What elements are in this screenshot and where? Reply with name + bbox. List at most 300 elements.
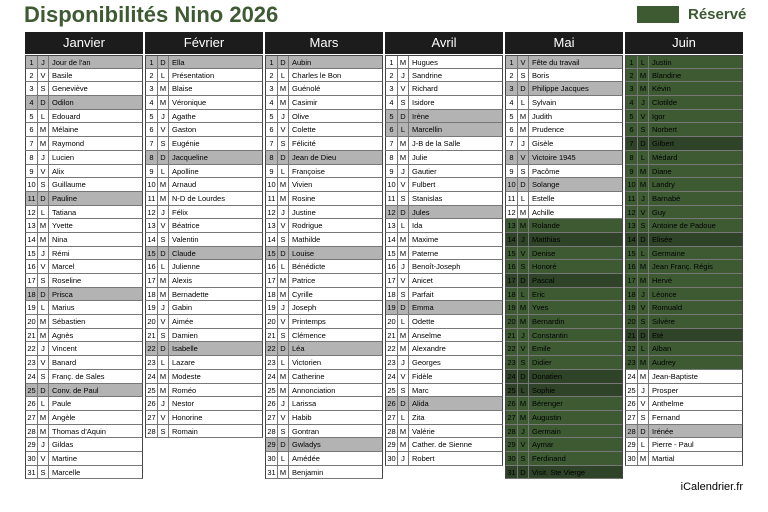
day-row[interactable] [625, 301, 743, 315]
day-row[interactable] [265, 247, 383, 261]
day-row[interactable] [625, 247, 743, 261]
day-row[interactable] [505, 301, 623, 315]
day-row[interactable] [385, 69, 503, 83]
day-row[interactable] [625, 397, 743, 411]
day-row[interactable] [145, 110, 263, 124]
day-row[interactable] [385, 233, 503, 247]
day-row[interactable] [25, 165, 143, 179]
day-row[interactable] [505, 274, 623, 288]
day-row[interactable] [385, 342, 503, 356]
weekday-letter: L [398, 219, 409, 232]
day-row[interactable] [265, 82, 383, 96]
saint-name: Odilon [52, 98, 74, 108]
saint-name: Claude [172, 248, 196, 258]
saint-name: Julienne [172, 262, 200, 272]
day-row[interactable] [145, 274, 263, 288]
day-row[interactable] [505, 55, 623, 69]
day-row[interactable] [25, 219, 143, 233]
day-row[interactable] [625, 288, 743, 302]
day-row[interactable] [25, 151, 143, 165]
day-row[interactable] [265, 178, 383, 192]
saint-name: Mathilde [292, 234, 321, 244]
day-row[interactable] [145, 411, 263, 425]
day-row[interactable] [505, 110, 623, 124]
day-row[interactable] [25, 411, 143, 425]
weekday-letter: S [38, 274, 49, 287]
weekday-letter: S [638, 123, 649, 136]
day-row[interactable] [505, 151, 623, 165]
day-row[interactable] [385, 137, 503, 151]
day-row[interactable] [145, 206, 263, 220]
saint-name: Bernardin [532, 317, 565, 327]
day-row[interactable] [505, 192, 623, 206]
day-number: 21 [146, 329, 158, 342]
day-row[interactable] [145, 247, 263, 261]
weekday-letter: M [518, 110, 529, 123]
saint-name: Lazare [172, 358, 195, 368]
saint-name: Rémi [52, 248, 70, 258]
day-row[interactable] [145, 425, 263, 439]
saint-name: Clotilde [652, 98, 678, 108]
day-row[interactable] [265, 192, 383, 206]
saint-name: Antoine de Padoue [652, 221, 716, 231]
day-row[interactable] [505, 165, 623, 179]
day-row[interactable] [385, 315, 503, 329]
weekday-letter: M [38, 425, 49, 438]
day-row[interactable] [25, 315, 143, 329]
saint-name: Georges [412, 358, 441, 368]
day-row[interactable] [505, 137, 623, 151]
day-row[interactable] [385, 260, 503, 274]
day-row[interactable] [625, 178, 743, 192]
day-row[interactable] [505, 260, 623, 274]
day-row[interactable] [385, 123, 503, 137]
day-row[interactable] [505, 219, 623, 233]
footer-credit: iCalendrier.fr [680, 481, 743, 493]
saint-name: Ida [412, 221, 423, 231]
weekday-letter: M [398, 137, 409, 150]
day-row[interactable] [265, 165, 383, 179]
day-row[interactable] [265, 411, 383, 425]
day-number: 15 [266, 247, 278, 260]
weekday-letter: V [518, 151, 529, 164]
day-row[interactable] [25, 438, 143, 452]
saint-name: Hervé [652, 276, 673, 285]
saint-name: Donatien [532, 371, 563, 381]
day-row[interactable] [505, 356, 623, 370]
day-row[interactable] [625, 356, 743, 370]
saint-name: Landry [652, 180, 675, 190]
day-row[interactable] [145, 233, 263, 247]
saint-name: Marc [412, 385, 429, 395]
day-row[interactable] [145, 151, 263, 165]
month-column [265, 32, 383, 479]
day-number: 11 [266, 192, 278, 205]
day-row[interactable] [265, 233, 383, 247]
day-row[interactable] [25, 301, 143, 315]
day-row[interactable] [625, 123, 743, 137]
day-row[interactable] [625, 165, 743, 179]
day-row[interactable] [625, 233, 743, 247]
day-row[interactable] [265, 110, 383, 124]
day-row[interactable] [145, 260, 263, 274]
day-row[interactable] [625, 411, 743, 425]
day-row[interactable] [25, 137, 143, 151]
saint-name: Justine [292, 207, 316, 217]
day-number: 6 [506, 123, 518, 136]
day-row[interactable] [625, 260, 743, 274]
day-row[interactable] [25, 425, 143, 439]
day-number: 29 [386, 438, 398, 451]
day-row[interactable] [505, 315, 623, 329]
day-number: 17 [266, 274, 278, 287]
day-row[interactable] [145, 69, 263, 83]
day-row[interactable] [505, 329, 623, 343]
day-row[interactable] [505, 206, 623, 220]
day-row[interactable] [625, 110, 743, 124]
saint-name: Habib [292, 412, 312, 422]
day-row[interactable] [265, 274, 383, 288]
day-row[interactable] [505, 384, 623, 398]
day-row[interactable] [505, 411, 623, 425]
day-row[interactable] [625, 55, 743, 69]
day-row[interactable] [25, 342, 143, 356]
day-row[interactable] [625, 82, 743, 96]
day-row[interactable] [505, 178, 623, 192]
weekday-letter: D [158, 342, 169, 355]
day-number: 19 [266, 301, 278, 314]
day-row[interactable] [145, 165, 263, 179]
day-row[interactable] [145, 219, 263, 233]
day-row[interactable] [25, 452, 143, 466]
day-number: 28 [266, 425, 278, 438]
day-row[interactable] [505, 438, 623, 452]
day-row[interactable] [385, 247, 503, 261]
day-row[interactable] [625, 69, 743, 83]
day-number: 3 [146, 82, 158, 95]
month-header: Mars [265, 32, 383, 54]
day-number: 22 [146, 342, 158, 355]
saint-name: Blandine [652, 70, 682, 80]
saint-name: Jean de Dieu [292, 152, 337, 162]
day-number: 1 [146, 56, 158, 68]
day-row[interactable] [505, 233, 623, 247]
weekday-letter: L [518, 384, 529, 397]
day-row[interactable] [265, 370, 383, 384]
saint-name: Printemps [292, 317, 326, 327]
day-row[interactable] [625, 425, 743, 439]
day-row[interactable] [625, 96, 743, 110]
day-row[interactable] [25, 178, 143, 192]
day-row[interactable] [25, 247, 143, 261]
day-row[interactable] [385, 165, 503, 179]
day-row[interactable] [265, 96, 383, 110]
day-row[interactable] [145, 329, 263, 343]
day-row[interactable] [265, 55, 383, 69]
day-row[interactable] [385, 329, 503, 343]
day-row[interactable] [505, 123, 623, 137]
day-row[interactable] [385, 370, 503, 384]
month-days [145, 55, 263, 438]
day-number: 26 [386, 397, 398, 410]
saint-name: Edouard [52, 111, 81, 121]
day-row[interactable] [265, 301, 383, 315]
saint-name: Rolande [532, 221, 560, 231]
day-row[interactable] [265, 315, 383, 329]
day-row[interactable] [265, 260, 383, 274]
day-row[interactable] [505, 247, 623, 261]
saint-name: Norbert [652, 125, 678, 135]
saint-name: Isidore [412, 98, 435, 108]
saint-name: Audrey [652, 358, 676, 368]
month-days [385, 55, 503, 466]
weekday-letter: V [158, 411, 169, 424]
day-number: 1 [626, 56, 638, 68]
day-row[interactable] [25, 384, 143, 398]
day-row[interactable] [145, 137, 263, 151]
day-row[interactable] [25, 55, 143, 69]
day-row[interactable] [265, 452, 383, 466]
day-number: 16 [626, 260, 638, 273]
saint-name: Charles le Bon [292, 70, 342, 80]
weekday-letter: V [278, 315, 289, 328]
day-row[interactable] [25, 466, 143, 480]
day-row[interactable] [385, 82, 503, 96]
day-row[interactable] [625, 452, 743, 466]
day-row[interactable] [505, 397, 623, 411]
day-number: 9 [266, 165, 278, 178]
month-header: Février [145, 32, 263, 54]
day-row[interactable] [25, 96, 143, 110]
day-row[interactable] [25, 370, 143, 384]
day-row[interactable] [505, 466, 623, 480]
weekday-letter: L [638, 56, 649, 68]
day-row[interactable] [625, 438, 743, 452]
saint-name: Anicet [412, 276, 433, 285]
day-row[interactable] [25, 274, 143, 288]
day-row[interactable] [385, 178, 503, 192]
day-row[interactable] [385, 151, 503, 165]
saint-name: Romuald [652, 303, 683, 313]
day-row[interactable] [505, 82, 623, 96]
day-row[interactable] [385, 425, 503, 439]
day-row[interactable] [625, 370, 743, 384]
day-row[interactable] [505, 370, 623, 384]
day-row[interactable] [385, 438, 503, 452]
weekday-letter: M [158, 370, 169, 383]
day-row[interactable] [25, 192, 143, 206]
day-row[interactable] [265, 397, 383, 411]
day-row[interactable] [145, 342, 263, 356]
day-row[interactable] [265, 288, 383, 302]
day-number: 13 [266, 219, 278, 232]
saint-name: Emma [412, 303, 434, 313]
day-row[interactable] [265, 206, 383, 220]
day-row[interactable] [625, 329, 743, 343]
day-row[interactable] [265, 123, 383, 137]
weekday-letter: J [638, 384, 649, 397]
day-row[interactable] [145, 288, 263, 302]
weekday-letter: V [278, 411, 289, 424]
saint-name: Annonciation [292, 385, 336, 395]
day-number: 4 [26, 96, 38, 109]
day-row[interactable] [385, 356, 503, 370]
day-row[interactable] [385, 219, 503, 233]
day-row[interactable] [25, 260, 143, 274]
day-number: 18 [506, 288, 518, 301]
day-row[interactable] [145, 356, 263, 370]
day-row[interactable] [625, 192, 743, 206]
day-row[interactable] [145, 96, 263, 110]
day-row[interactable] [265, 151, 383, 165]
day-number: 21 [386, 329, 398, 342]
weekday-letter: L [158, 260, 169, 273]
day-row[interactable] [145, 384, 263, 398]
day-number: 21 [26, 329, 38, 342]
day-row[interactable] [265, 356, 383, 370]
day-row[interactable] [25, 233, 143, 247]
weekday-letter: M [158, 288, 169, 301]
day-row[interactable] [385, 206, 503, 220]
day-row[interactable] [25, 329, 143, 343]
day-row[interactable] [25, 69, 143, 83]
saint-name: Geneviève [52, 84, 88, 94]
day-row[interactable] [25, 82, 143, 96]
day-row[interactable] [505, 69, 623, 83]
day-row[interactable] [265, 438, 383, 452]
day-row[interactable] [25, 288, 143, 302]
saint-name: Robert [412, 453, 435, 463]
day-row[interactable] [25, 206, 143, 220]
day-row[interactable] [625, 219, 743, 233]
day-row[interactable] [265, 137, 383, 151]
day-row[interactable] [625, 206, 743, 220]
weekday-letter: V [158, 315, 169, 328]
saint-name: Larissa [292, 399, 317, 409]
day-row[interactable] [265, 219, 383, 233]
day-row[interactable] [385, 384, 503, 398]
saint-name: Victoire 1945 [532, 152, 576, 162]
day-row[interactable] [505, 96, 623, 110]
day-number: 22 [626, 342, 638, 355]
saint-name: Léonce [652, 289, 677, 299]
day-row[interactable] [145, 178, 263, 192]
weekday-letter: D [518, 370, 529, 383]
day-row[interactable] [145, 315, 263, 329]
day-row[interactable] [145, 55, 263, 69]
day-row[interactable] [145, 397, 263, 411]
day-row[interactable] [385, 301, 503, 315]
day-number: 13 [386, 219, 398, 232]
day-row[interactable] [265, 329, 383, 343]
day-number: 26 [146, 397, 158, 410]
saint-name: Pauline [52, 193, 78, 203]
day-row[interactable] [265, 425, 383, 439]
saint-name: Léa [292, 344, 305, 354]
day-row[interactable] [625, 137, 743, 151]
saint-name: Honorine [172, 412, 203, 422]
legend-label: Réservé [688, 6, 747, 23]
day-row[interactable] [145, 192, 263, 206]
day-row[interactable] [385, 288, 503, 302]
day-row[interactable] [385, 411, 503, 425]
day-row[interactable] [145, 370, 263, 384]
day-number: 27 [146, 411, 158, 424]
weekday-letter: M [398, 438, 409, 451]
day-row[interactable] [25, 110, 143, 124]
day-number: 22 [506, 342, 518, 355]
day-number: 11 [626, 192, 638, 205]
day-number: 22 [26, 342, 38, 355]
weekday-letter: M [38, 123, 49, 136]
weekday-letter: D [158, 151, 169, 164]
weekday-letter: M [638, 165, 649, 178]
day-row[interactable] [25, 123, 143, 137]
day-row[interactable] [625, 342, 743, 356]
day-row[interactable] [25, 356, 143, 370]
day-row[interactable] [625, 151, 743, 165]
weekday-letter: D [638, 329, 649, 342]
weekday-letter: V [638, 397, 649, 410]
day-row[interactable] [625, 315, 743, 329]
day-row[interactable] [145, 82, 263, 96]
day-number: 9 [506, 165, 518, 178]
day-number: 23 [146, 356, 158, 369]
saint-name: Jour de l'an [52, 58, 91, 67]
day-row[interactable] [265, 342, 383, 356]
saint-name: Arnaud [172, 180, 197, 190]
day-row[interactable] [145, 123, 263, 137]
day-number: 23 [626, 356, 638, 369]
day-row[interactable] [265, 384, 383, 398]
day-row[interactable] [505, 342, 623, 356]
day-row[interactable] [385, 192, 503, 206]
day-number: 15 [386, 247, 398, 260]
saint-name: Rosine [292, 193, 316, 203]
day-row[interactable] [505, 425, 623, 439]
saint-name: Victorien [292, 358, 322, 368]
weekday-letter: M [638, 274, 649, 287]
day-row[interactable] [385, 110, 503, 124]
day-row[interactable] [385, 55, 503, 69]
day-row[interactable] [385, 96, 503, 110]
saint-name: Alexandre [412, 344, 446, 354]
saint-name: Marius [52, 303, 75, 313]
day-row[interactable] [265, 69, 383, 83]
day-row[interactable] [145, 301, 263, 315]
day-row[interactable] [505, 288, 623, 302]
day-number: 12 [386, 206, 398, 219]
day-row[interactable] [385, 274, 503, 288]
day-row[interactable] [385, 397, 503, 411]
day-row[interactable] [625, 274, 743, 288]
saint-name: Sophie [532, 385, 556, 395]
day-row[interactable] [385, 452, 503, 466]
day-row[interactable] [265, 466, 383, 480]
day-number: 2 [386, 69, 398, 82]
weekday-letter: D [38, 192, 49, 205]
weekday-letter: M [158, 274, 169, 287]
day-number: 14 [146, 233, 158, 246]
day-row[interactable] [625, 384, 743, 398]
day-number: 5 [266, 110, 278, 123]
weekday-letter: M [518, 397, 529, 410]
weekday-letter: V [398, 178, 409, 191]
saint-name: Roseline [52, 276, 82, 285]
weekday-letter: M [638, 178, 649, 191]
day-row[interactable] [505, 452, 623, 466]
day-row[interactable] [25, 397, 143, 411]
